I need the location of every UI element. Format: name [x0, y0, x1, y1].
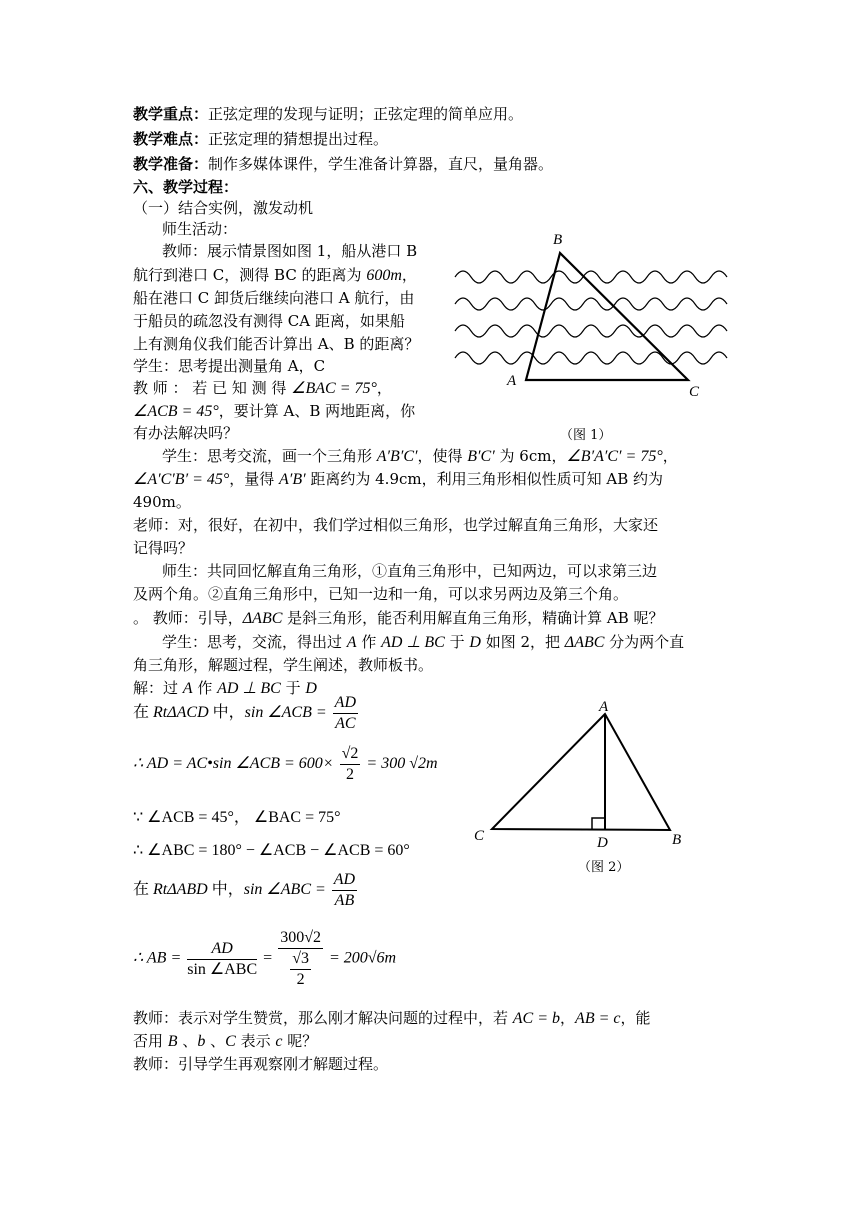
text: 作: [356, 633, 382, 651]
para2-line5: 记得吗？: [133, 539, 194, 557]
equals-sign: =: [263, 949, 273, 967]
equation-5: [133, 870, 359, 911]
section-heading: 六、教学过程：: [133, 178, 239, 196]
math: ΔABC: [242, 610, 283, 627]
text: ，使得: [417, 447, 468, 465]
math: ∠A′C′B′ = 45°: [133, 471, 230, 488]
text: ，能: [620, 1009, 651, 1027]
para2-line3: 490m。: [133, 493, 191, 511]
text: ，量得: [229, 470, 280, 488]
text: 是斜三角形，能否利用解直角三角形，精确计算 AB 呢？: [282, 609, 664, 627]
text: 在: [133, 704, 154, 722]
math: A′B′: [279, 471, 306, 488]
math: = 300 √2m: [366, 755, 438, 773]
para1-line4: 于船员的疏忽没有测得 CA 距离，如果船: [133, 312, 405, 330]
text: ，: [560, 1009, 576, 1027]
denominator: sin ∠ABC: [187, 960, 258, 978]
prep-text: 制作多媒体课件，学生准备计算器，直尺，量角器。: [208, 155, 554, 173]
math: B′C′: [467, 448, 495, 465]
difficulty-text: 正弦定理的猜想提出过程。: [208, 130, 389, 148]
text: 呢？: [282, 1032, 318, 1050]
equation-2: [133, 744, 438, 785]
para2-line1: [162, 446, 678, 467]
math: C: [225, 1033, 236, 1050]
text: 在: [133, 881, 154, 899]
text: 否用: [133, 1032, 168, 1050]
text: 教 师 ： 若 已 知 测 得: [133, 379, 292, 397]
math: ∴ AD = AC•sin ∠ACB = 600×: [133, 755, 334, 773]
figure-1-diagram: [450, 232, 730, 407]
equation-4: ∴ ∠ABC = 180° − ∠ACB − ∠ACB = 60°: [133, 842, 410, 859]
para2-line7: 及两个角。②直角三角形中，已知一边和一角，可以求另两边及第三个角。: [133, 585, 629, 603]
denominator: AB: [334, 892, 355, 909]
math: A′B′C′: [376, 448, 418, 465]
text: 如图 2，把: [480, 633, 565, 651]
footer-line1: [133, 1008, 651, 1029]
triangle-abc: [492, 714, 670, 830]
text: 、: [205, 1032, 226, 1050]
footer-line2: [133, 1031, 317, 1052]
denominator: 2: [346, 766, 354, 783]
math: A: [182, 680, 193, 697]
text: ，: [401, 266, 417, 284]
math: sin ∠ACB =: [244, 704, 327, 722]
fig2-label-a: A: [599, 699, 609, 715]
math: = 200√6m: [328, 949, 397, 967]
fig1-label-a: A: [507, 373, 517, 389]
math: RtΔABD: [153, 881, 208, 899]
text: 解：过: [133, 679, 183, 697]
teaching-prep-line: [133, 154, 553, 174]
math: D: [305, 680, 317, 697]
para1-line1: 教师：展示情景图如图 1，船从港口 B: [162, 242, 418, 260]
difficulty-label: 教学难点：: [133, 130, 209, 148]
math: A: [346, 634, 357, 651]
math: ΔABC: [564, 634, 605, 651]
text: 作: [192, 679, 218, 697]
text: 中，: [207, 881, 244, 899]
para2-line8: [133, 608, 664, 629]
fraction: [187, 939, 257, 980]
teaching-difficulty-line: [133, 129, 388, 149]
denominator: 2: [296, 971, 305, 988]
fig2-label-c: C: [474, 828, 485, 844]
fig2-label-b: B: [672, 832, 682, 848]
subsection-heading: （一）结合实例，激发动机: [133, 199, 314, 217]
text: 于: [444, 633, 470, 651]
para2-line6: 师生：共同回忆解直角三角形，①直角三角形中，已知两边，可以求第三边: [162, 562, 658, 580]
text: 距离约为 4.9cm，利用三角形相似性质可知 AB 约为: [305, 470, 664, 488]
fig1-caption: （图 1）: [560, 428, 612, 443]
para2-line4: 老师：对，很好，在初中，我们学过相似三角形，也学过解直角三角形，大家还: [133, 516, 659, 534]
text: 、: [177, 1032, 198, 1050]
math: ∴ AB =: [133, 949, 182, 967]
fraction: [333, 693, 358, 734]
inner-fraction: [290, 949, 311, 990]
equation-3: ∵ ∠ACB = 45°， ∠BAC = 75°: [133, 809, 341, 826]
footer-line3: 教师：引导学生再观察刚才解题过程。: [133, 1055, 389, 1073]
numerator: AD: [332, 870, 357, 891]
denominator: AC: [335, 715, 356, 732]
math: D: [469, 634, 481, 651]
key-text: 正弦定理的发现与证明；正弦定理的简单应用。: [208, 105, 524, 123]
math: AD ⊥ BC: [217, 680, 281, 697]
math: RtΔACD: [153, 704, 209, 722]
math: B: [167, 1033, 178, 1050]
text: 学生：思考交流，画一个三角形: [162, 447, 377, 465]
math: b: [197, 1033, 206, 1050]
numerator: AD: [333, 693, 358, 714]
teaching-key-line: [133, 104, 523, 124]
math: ∠B′A′C′ = 75°: [566, 448, 663, 465]
denominator: [278, 949, 323, 990]
math: AB = c: [575, 1010, 621, 1027]
fig1-label-b: B: [553, 232, 563, 248]
text: 表示: [235, 1032, 276, 1050]
text: 分为两个直: [604, 633, 685, 651]
text: 学生：思考，交流，得出过: [162, 633, 347, 651]
text: 于: [280, 679, 306, 697]
fig2-label-d: D: [597, 835, 608, 851]
para2-line2: [133, 469, 663, 490]
math: c: [275, 1033, 283, 1050]
text: 中，: [208, 704, 245, 722]
para2-line10: 角三角形，解题过程，学生阐述，教师板书。: [133, 656, 434, 674]
figure-2-diagram: [480, 700, 690, 840]
triangle-abc: [526, 253, 688, 380]
prep-label: 教学准备：: [133, 155, 209, 173]
math: AD ⊥ BC: [381, 634, 445, 651]
para1-line3: 船在港口 C 卸货后继续向港口 A 航行，由: [133, 289, 415, 307]
fraction: [340, 744, 361, 785]
text: 教师：表示对学生赞赏，那么刚才解决问题的过程中，若: [133, 1009, 513, 1027]
para1-line9: 有办法解决吗？: [133, 424, 239, 442]
text: ，: [376, 379, 392, 397]
text: 。 教师：引导，: [133, 609, 243, 627]
para2-line9: [162, 632, 684, 653]
para1-line7: [133, 378, 392, 399]
math: sin ∠ABC =: [243, 881, 326, 899]
activity-label: 师生活动：: [162, 220, 238, 238]
key-label: 教学重点：: [133, 105, 209, 123]
equation-1: [133, 693, 360, 734]
text: ，: [662, 447, 678, 465]
text: ，要计算 A、B 两地距离，你: [218, 402, 416, 420]
fig2-caption: （图 2）: [578, 860, 630, 875]
math: ∠BAC = 75°: [291, 380, 377, 397]
numerator: AD: [187, 939, 257, 960]
right-angle-mark: [592, 818, 605, 830]
para1-line5: 上有测角仪我们能否计算出 A、B 的距离？: [133, 335, 420, 353]
para1-line8: [133, 401, 415, 422]
numerator: √2: [340, 744, 361, 765]
para1-line6: 学生：思考提出测量角 A，C: [133, 357, 326, 375]
math: ∠ACB = 45°: [133, 403, 219, 420]
para1-line2: [133, 265, 417, 286]
math: AC = b: [512, 1010, 561, 1027]
compound-fraction: [278, 928, 323, 990]
numerator: 300√2: [278, 928, 323, 949]
text: 航行到港口 C，测得 BC 的距离为: [133, 266, 367, 284]
text: 为 6cm，: [494, 447, 567, 465]
numerator: √3: [290, 949, 311, 970]
fig1-label-c: C: [689, 384, 700, 400]
equation-6: [133, 928, 396, 990]
math: 600m: [366, 267, 402, 284]
fraction: [332, 870, 357, 911]
